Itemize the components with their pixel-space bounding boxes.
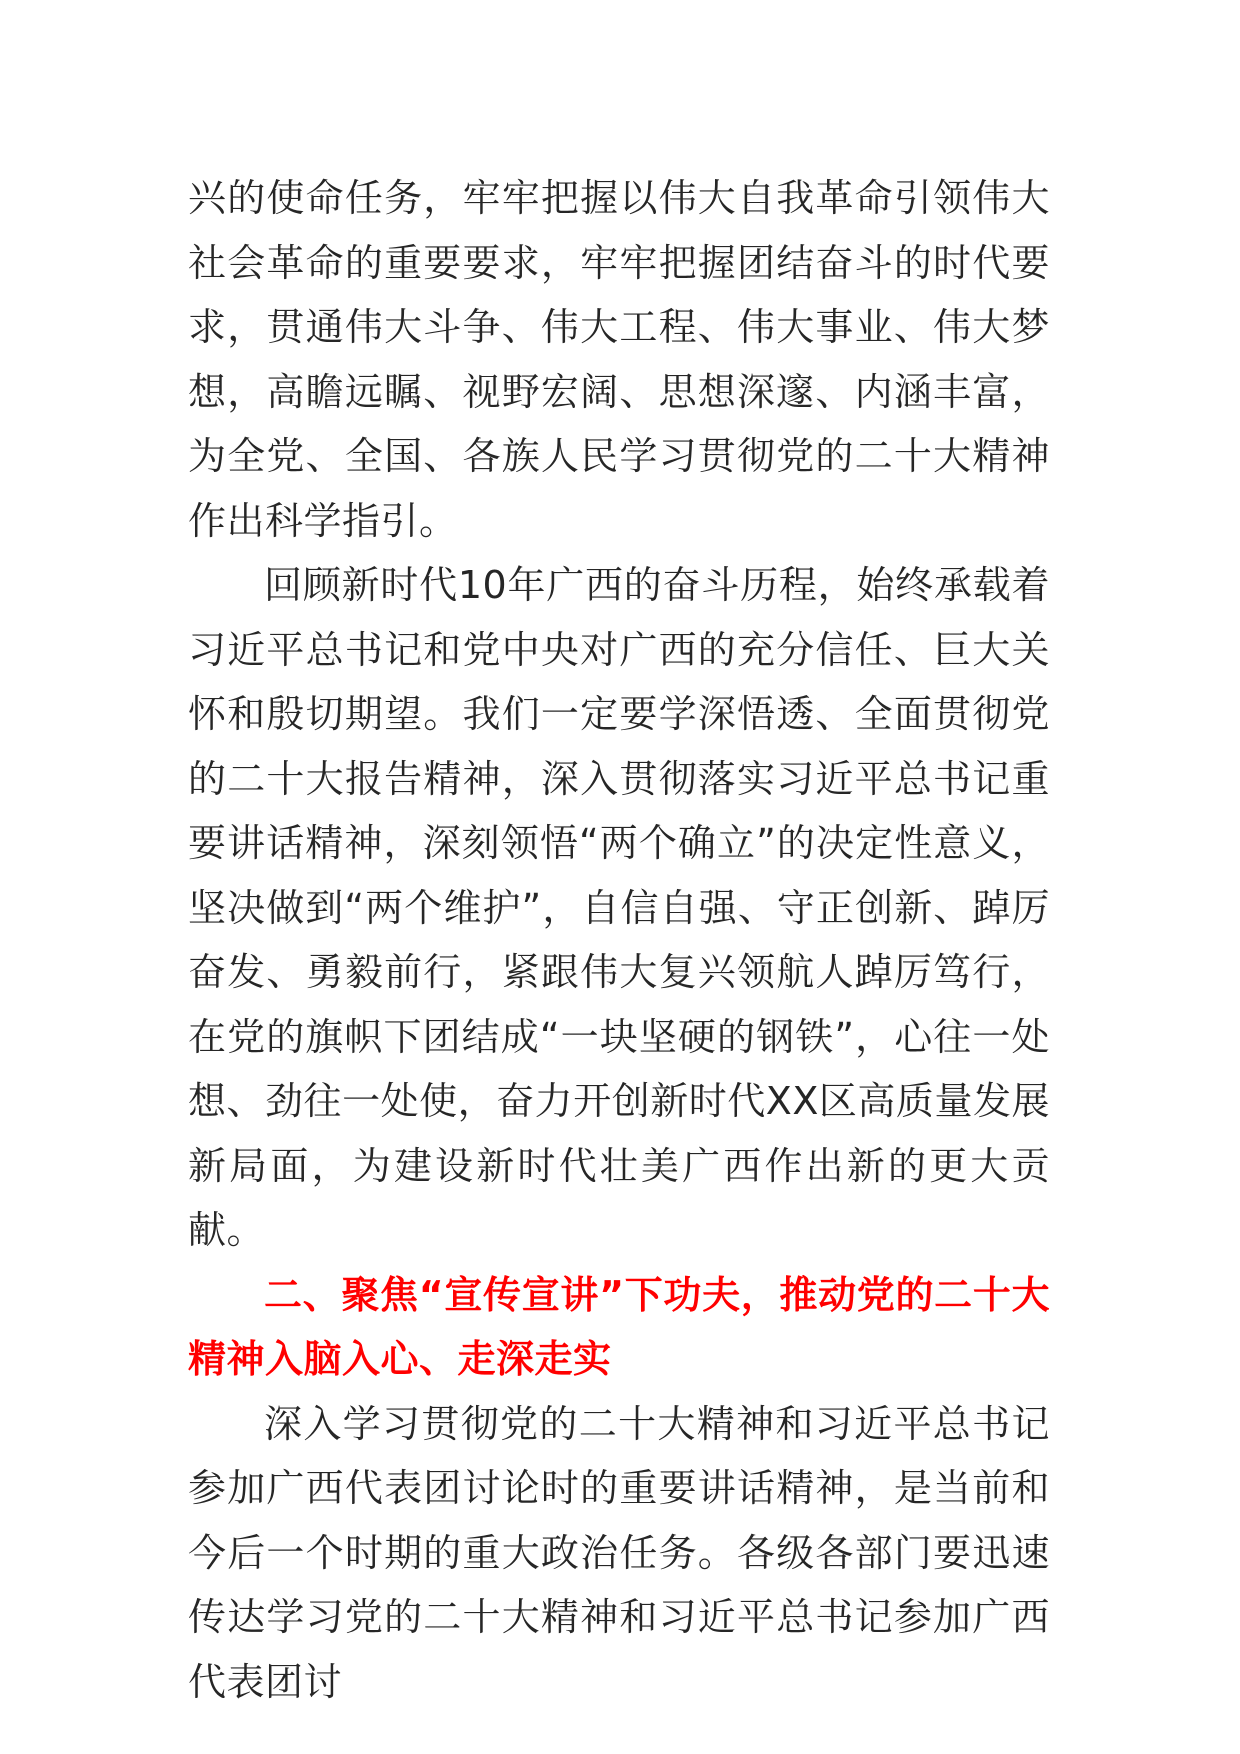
section-heading-2: 二、聚焦“宣传宣讲”下功夫，推动党的二十大精神入脑入心、走深走实 (188, 1272, 1050, 1381)
paragraph-study-spirit: 深入学习贯彻党的二十大精神和习近平总书记参加广西代表团讨论时的重要讲话精神，是当前和今后一个时期的重大政治任务。各级各部门要迅速传达学习党的二十大精神和习近平总书记参加广西代表团讨 (188, 1401, 1050, 1704)
paragraph-continuation: 兴的使命任务，牢牢把握以伟大自我革命引领伟大社会革命的重要要求，牢牢把握团结奋斗的时代要求，贯通伟大斗争、伟大工程、伟大事业、伟大梦想，高瞻远瞩、视野宏阔、思想深邃、内涵丰富，为全党、全国、各族人民学习贯彻党的二十大精神作出科学指引。 (188, 176, 1050, 543)
document-body (188, 166, 1050, 1714)
paragraph-guangxi-review: 回顾新时代10年广西的奋斗历程，始终承载着习近平总书记和党中央对广西的充分信任、巨大关怀和殷切期望。我们一定要学深悟透、全面贯彻党的二十大报告精神，深入贯彻落实习近平总书记重要讲话精神，深刻领悟“两个确立”的决定性意义，坚决做到“两个维护”，自信自强、守正创新、踔厉奋发、勇毅前行，紧跟伟大复兴领航人踔厉笃行，在党的旗帜下团结成“一块坚硬的钢铁”，心往一处想、劲往一处使，奋力开创新时代XX区高质量发展新局面，为建设新时代壮美广西作出新的更大贡献。 (188, 563, 1050, 1252)
